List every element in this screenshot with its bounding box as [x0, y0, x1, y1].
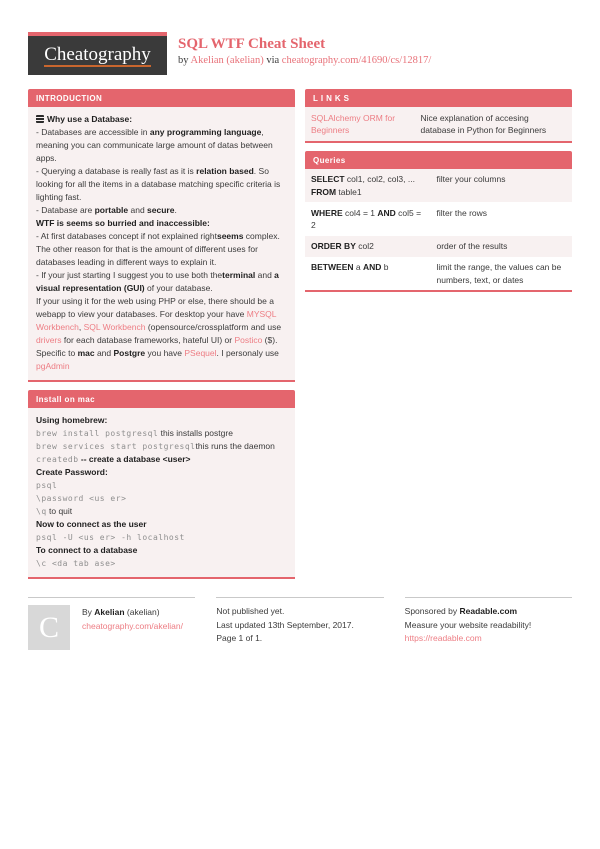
text-segment: mac [77, 348, 95, 358]
text-line [36, 414, 287, 427]
sponsor-tagline: Measure your website readability! [404, 619, 532, 630]
code-text: brew install postgresql [36, 429, 159, 438]
code-text: brew services start postgresql [36, 442, 196, 451]
left-column [28, 89, 295, 587]
text-line [36, 453, 287, 466]
page-count: Page 1 of 1. [216, 633, 263, 643]
table-row [305, 257, 572, 291]
table-row [305, 236, 572, 257]
byline-by: by [178, 55, 189, 66]
text-segment: ORDER BY [311, 241, 356, 251]
cheatography-logo[interactable] [28, 32, 167, 75]
drivers-link[interactable]: drivers [36, 335, 62, 345]
table-cell-left [305, 236, 430, 257]
text-line [36, 479, 287, 492]
text-line [36, 269, 287, 295]
text-segment: Postgre [113, 348, 146, 358]
sponsor-line: Sponsored by Readable.com [404, 606, 518, 616]
text-segment: . So looking for all the items in a database matching specific criteria is lighting fast. [36, 166, 281, 202]
text-segment: terminal [222, 270, 256, 280]
table-cell-right: filter your columns [436, 174, 506, 184]
mysql-workbench-link[interactable]: MYSQL Workbench [36, 309, 277, 332]
publish-status: Not published yet. [216, 606, 285, 616]
text-line [36, 427, 287, 440]
text-segment: To connect to a database [36, 545, 138, 555]
code-text: psql [36, 481, 58, 490]
text-line [36, 557, 287, 570]
header-title-block [178, 32, 431, 66]
text-segment: for each database frameworks, hateful UI) or [61, 335, 235, 345]
text-line [36, 295, 287, 373]
text-segment: Using homebrew: [36, 415, 108, 425]
text-segment: and [255, 270, 275, 280]
queries-table [305, 169, 572, 291]
section-header-introduction: INTRODUCTION [28, 89, 295, 107]
author-avatar[interactable] [28, 605, 70, 650]
text-segment: - At first databases concept if not explained right [36, 231, 217, 241]
text-segment: WHERE [311, 207, 343, 218]
text-segment: of your database. [144, 283, 213, 293]
last-updated: Last updated 13th September, 2017. [216, 619, 354, 630]
text-line [36, 440, 287, 453]
code-text: createdb [36, 455, 79, 464]
section-header-install: Install on mac [28, 390, 295, 408]
text-segment: col4 = 1 [342, 207, 378, 218]
table-row [305, 169, 572, 203]
code-text: \password <us er> [36, 494, 127, 503]
text-segment: - Querying a database is really fast as it is [36, 166, 197, 176]
text-line [36, 165, 287, 204]
footer-author-column [28, 597, 195, 650]
text-segment: (opensource/crossplatform and use [145, 322, 282, 332]
text-segment: Create Password: [36, 467, 108, 477]
page-title: SQL WTF Cheat Sheet [178, 36, 326, 52]
text-segment: you have [145, 348, 185, 358]
page-header [28, 32, 572, 75]
author-link[interactable]: Akelian (akelian) [190, 55, 264, 66]
text-segment: ($). Specific to [36, 335, 278, 358]
table-cell-left [305, 169, 430, 203]
text-segment: seems [216, 231, 244, 241]
text-segment: table1 [336, 186, 362, 197]
sponsor-link[interactable]: https://readable.com [404, 633, 482, 643]
text-segment: , [78, 322, 84, 332]
section-introduction [28, 89, 295, 382]
text-segment: and [128, 205, 148, 215]
text-segment: SELECT [311, 174, 345, 184]
text-segment: BETWEEN [311, 262, 354, 272]
footer-sponsor-column [405, 597, 572, 650]
avatar-letter: C [38, 610, 59, 644]
text-segment: any programming language [149, 127, 262, 137]
section-header-links: LINKS [305, 89, 572, 107]
text-segment: col5 = 2 [311, 207, 422, 230]
introduction-body [28, 107, 295, 380]
text-line [36, 113, 287, 126]
footer-status-column [216, 597, 383, 650]
text-segment: b [381, 262, 389, 272]
code-text: psql -U <us er> -h localhost [36, 533, 185, 542]
text-segment: relation based [196, 166, 254, 176]
text-segment: AND [362, 262, 382, 272]
text-line [36, 230, 287, 269]
text-segment: If your using it for the web using PHP or else, there should be a webapp to view your databases. For desktop your have [36, 296, 274, 319]
code-text: \q [36, 507, 47, 516]
content-columns [28, 89, 572, 587]
text-segment: , meaning you can communicate large amount of datas between apps. [36, 127, 273, 163]
text-segment: this installs postgre [158, 428, 233, 438]
text-segment: FROM [311, 186, 337, 197]
table-cell-right: order of the results [436, 241, 508, 251]
text-segment: to quit [46, 506, 73, 516]
install-body [28, 408, 295, 577]
links-table [305, 107, 572, 141]
section-header-queries: Queries [305, 151, 572, 169]
table-cell-right: filter the rows [436, 207, 488, 218]
section-links [305, 89, 572, 143]
logo-text: Cheatography [44, 43, 151, 65]
table-cell-left [305, 257, 430, 291]
text-segment: complex. The other reason for that is the amount of different uses for databases leading in different ways to explain it. [36, 231, 280, 267]
table-cell-right: Nice explanation of accesing database in Python for Beginners [420, 112, 547, 135]
text-line [36, 204, 287, 217]
text-line [36, 466, 287, 479]
sqlalchemy-orm-link[interactable]: SQLAlchemy ORM for Beginners [311, 112, 396, 135]
text-segment: - Databases are accessible in [36, 127, 150, 137]
text-line [36, 544, 287, 557]
footer-author-handle: (akelian) [126, 607, 160, 617]
right-column [305, 89, 572, 300]
postico-link[interactable]: Postico [234, 335, 263, 345]
footer-author-name: Akelian [94, 607, 125, 617]
text-line [36, 126, 287, 165]
table-row [305, 202, 572, 236]
text-segment: - If your just starting I suggest you to use both the [36, 270, 223, 280]
table-row [305, 107, 572, 141]
text-segment: a visual representation (GUI) [36, 270, 279, 293]
sponsor-name: Readable.com [459, 606, 518, 616]
table-cell-right: limit the range, the values can be numbers, text, or dates [436, 262, 562, 285]
text-segment: Why use a Database: [47, 114, 133, 124]
table-cell-left [305, 202, 430, 236]
text-segment: AND [377, 207, 396, 218]
byline-via: via [266, 55, 280, 66]
text-line [36, 518, 287, 531]
text-segment: . [174, 205, 177, 215]
text-segment: col2 [355, 241, 374, 251]
text-segment: -- create a database <user> [78, 454, 191, 464]
psequel-link[interactable]: PSequel [184, 348, 217, 358]
text-segment: and [94, 348, 114, 358]
pgadmin-link[interactable]: pgAdmin [36, 361, 70, 371]
table-cell-left [305, 107, 414, 141]
text-segment: this runs the daemon [195, 441, 275, 451]
sql-workbench-link[interactable]: SQL Workbench [83, 322, 146, 332]
text-segment: col1, col2, col3, ... [344, 174, 415, 184]
database-icon [36, 115, 44, 123]
text-line [36, 492, 287, 505]
text-line [36, 531, 287, 544]
footer-author-line: By Akelian (akelian) [82, 607, 160, 617]
code-text: \c <da tab ase> [36, 559, 116, 568]
text-segment: a [353, 262, 363, 272]
page-footer [28, 597, 572, 650]
text-segment: . I personaly use [216, 348, 279, 358]
byline [178, 55, 431, 66]
text-segment: - Database are [36, 205, 95, 215]
text-segment: Now to connect as the user [36, 519, 147, 529]
sheet-url-link[interactable]: cheatography.com/41690/cs/12817/ [281, 55, 432, 66]
text-line [36, 217, 287, 230]
cheat-sheet-page [28, 0, 572, 650]
footer-profile-link[interactable]: cheatography.com/akelian/ [82, 620, 183, 631]
section-queries [305, 151, 572, 293]
section-install-on-mac [28, 390, 295, 579]
text-segment: portable [94, 205, 129, 215]
text-line [36, 505, 287, 518]
text-segment: secure [147, 205, 175, 215]
text-segment: WTF is seems so burried and inaccessible: [36, 218, 210, 228]
